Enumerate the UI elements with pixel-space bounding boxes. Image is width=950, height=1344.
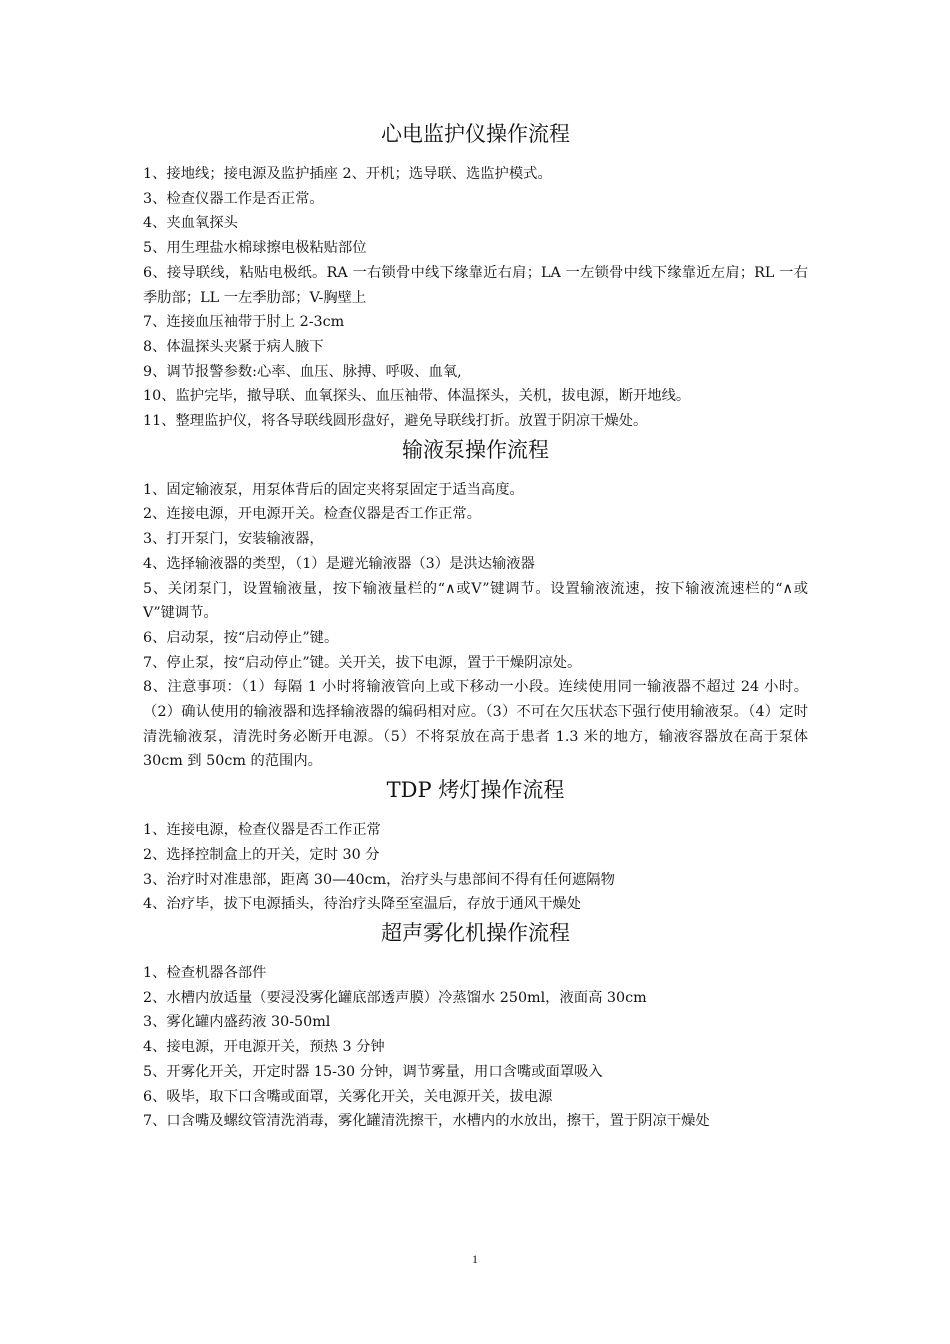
- section-title: 超声雾化机操作流程: [381, 920, 570, 945]
- list-item: 5、用生理盐水棉球擦电极粘贴部位: [143, 240, 367, 257]
- section-title: 心电监护仪操作流程: [381, 122, 570, 146]
- list-item: 1、接地线；接电源及监护插座 2、开机；选导联、选监护模式。: [143, 166, 552, 182]
- step-list: [143, 818, 808, 917]
- list-item: 8、注意事项：（1）每隔 1 小时将输液管向上或下移动一小段。连续使用同一输液器不超过 24 小时。（2）确认使用的输液器和选择输液器的编码相对应。（3）不可在欠压状态下强行使用输液泵。（4）定时清洗输液泵，清洗时务必断开电源。（5）不将泵放在高于患者 1.3 米的地方，输液容器放在高于泵体 30cm 到 50cm 的范围内。: [143, 679, 808, 770]
- list-item: 5、开雾化开关，开定时器 15-30 分钟，调节雾量，用口含嘴或面罩吸入: [143, 1063, 603, 1080]
- list-item: 3、雾化罐内盛药液 30-50ml: [143, 1014, 331, 1031]
- section-title: TDP 烤灯操作流程: [386, 778, 565, 803]
- list-item: 6、启动泵，按“启动停止”键。: [143, 629, 339, 646]
- section-ultrasonic-nebulizer: [143, 917, 808, 1134]
- list-item: 3、打开泵门，安装输液器，: [143, 531, 324, 548]
- list-item: 7、口含嘴及螺纹管清洗消毒，雾化罐清洗擦干，水槽内的水放出，擦干，置于阴凉干燥处: [143, 1113, 710, 1130]
- list-item: 2、水槽内放适量（要浸没雾化罐底部透声膜）冷蒸馏水 250ml，液面高 30cm: [143, 989, 647, 1006]
- document-page: [143, 118, 808, 1134]
- step-list: [143, 162, 808, 434]
- list-item: 3、检查仪器工作是否正常。: [143, 190, 324, 207]
- list-item: 7、停止泵，按“启动停止”键。关开关，拔下电源，置于干燥阴凉处。: [143, 654, 582, 671]
- list-item: 2、连接电源，开电源开关。检查仪器是否工作正常。: [143, 506, 481, 523]
- list-item: 1、连接电源，检查仪器是否工作正常: [143, 822, 381, 839]
- list-item: 5、关闭泵门，设置输液量，按下输液量栏的“∧或Ⅴ”键调节。设置输液流速，按下输液流速栏的“∧或Ⅴ”键调节。: [143, 580, 808, 622]
- step-list: [143, 961, 808, 1134]
- list-item: 11、整理监护仪，将各导联线圆形盘好，避免导联线打折。放置于阴凉干燥处。: [143, 413, 648, 430]
- list-item: 7、连接血压袖带于肘上 2-3cm: [143, 314, 345, 331]
- list-item: 4、治疗毕，拔下电源插头，待治疗头降至室温后，存放于通风干燥处: [143, 896, 581, 913]
- list-item: 1、检查机器各部件: [143, 964, 267, 981]
- list-item: 2、选择控制盒上的开关，定时 30 分: [143, 846, 380, 863]
- section-tdp-lamp: [143, 774, 808, 917]
- list-item: 10、监护完毕，撤导联、血氧探头、血压袖带、体温探头，关机，拔电源，断开地线。: [143, 388, 691, 405]
- section-ecg-monitor: [143, 118, 808, 434]
- page-number: 1: [472, 1252, 478, 1266]
- list-item: 9、调节报警参数:心率、血压、脉搏、呼吸、血氧,: [143, 363, 462, 380]
- list-item: 4、选择输液器的类型，（1）是避光输液器（3）是洪达输液器: [143, 555, 535, 572]
- list-item: 8、体温探头夹紧于病人腋下: [143, 338, 324, 355]
- list-item: 6、吸毕，取下口含嘴或面罩，关雾化开关，关电源开关，拔电源: [143, 1088, 553, 1105]
- list-item: 4、接电源，开电源开关，预热 3 分钟: [143, 1039, 385, 1056]
- section-title: 输液泵操作流程: [402, 437, 549, 462]
- list-item: 3、治疗时对准患部，距离 30—40cm，治疗头与患部间不得有任何遮隔物: [143, 871, 615, 888]
- section-infusion-pump: [143, 434, 808, 774]
- list-item: 1、固定输液泵，用泵体背后的固定夹将泵固定于适当高度。: [143, 481, 524, 498]
- list-item: 4、夹血氧探头: [143, 215, 238, 232]
- list-item: 6、接导联线，粘贴电极纸。RA 一右锁骨中线下缘靠近右肩；LA 一左锁骨中线下缘靠近左肩；RL 一右季肋部；LL 一左季肋部；V-胸壁上: [143, 264, 808, 306]
- step-list: [143, 478, 808, 774]
